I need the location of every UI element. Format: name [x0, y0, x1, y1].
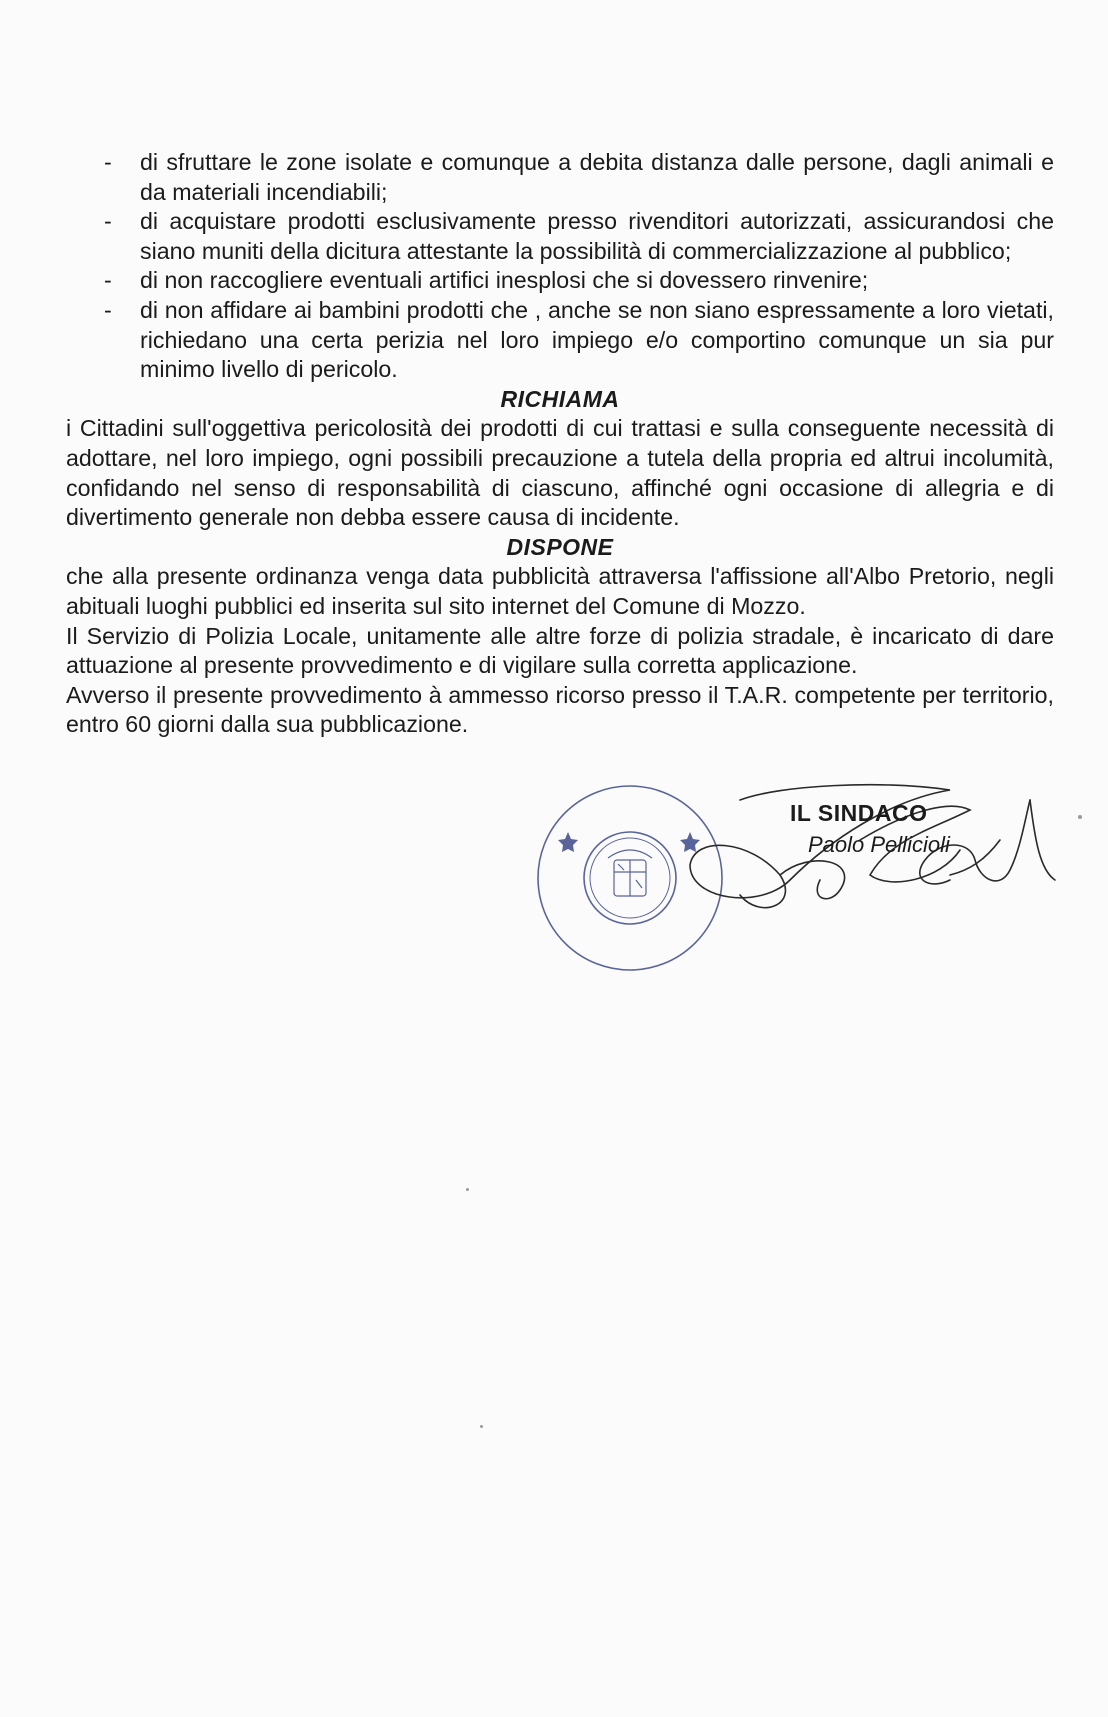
bullet-dash: -: [104, 208, 112, 235]
richiama-text: i Cittadini sull'oggettiva pericolosità dei prodotti di cui trattasi e sulla conseguente necessità di adottare, nel loro impiego, ogni possibili precauzione a tutela della propria ed altrui incolumità, confidando nel senso di responsabilità di ciascuno, affinché ogni occasione di allegria e di divertimento generale non debba essere causa di incidente.: [66, 415, 1054, 531]
signatory-name: Paolo Pellicioli: [808, 832, 950, 857]
seal-star-left-icon: [558, 832, 578, 852]
bullet-dash: -: [104, 149, 112, 175]
richiama-heading: RICHIAMA: [500, 385, 620, 412]
coat-of-arms-icon: [608, 850, 652, 896]
list-item: - di non raccogliere eventuali artifici inesplosi che si dovessero rinvenire;: [66, 266, 1054, 296]
seal-star-right-icon: [680, 832, 700, 852]
list-item: - di sfruttare le zone isolate e comunque a debita distanza dalle persone, dagli animali e da materiali incendiabili;: [104, 149, 1054, 205]
scan-speck: [480, 1425, 483, 1428]
list-item: - di non affidare ai bambini prodotti che , anche se non siano espressamente a loro vietati, richiedano una certa perizia nel loro impiego e/o comportino comunque un sia pur minimo livello di pericolo.: [104, 296, 1054, 383]
dispone-heading: DISPONE: [506, 533, 614, 560]
dispone-paragraph: Avverso il presente provvedimento à ammesso ricorso presso il T.A.R. competente per territorio, entro 60 giorni dalla sua pubblicazione.: [66, 681, 1054, 738]
precaution-list: [66, 148, 1054, 385]
bullet-dash: -: [104, 267, 112, 294]
signatory-title: IL SINDACO: [790, 800, 928, 826]
dispone-paragraph: Il Servizio di Polizia Locale, unitamente alle altre forze di polizia stradale, è incaricato di dare attuazione al presente provvedimento e di vigilare sulla corretta applicazione.: [66, 622, 1054, 679]
scan-speck: [1078, 815, 1082, 819]
ordinance-body: [66, 148, 1054, 740]
scan-speck: [466, 1188, 469, 1191]
list-item: - di acquistare prodotti esclusivamente presso rivenditori autorizzati, assicurandosi che siano muniti della dicitura attestante la possibilità di commercializzazione al pubblico;: [104, 208, 1054, 264]
bullet-dash: -: [104, 296, 112, 323]
dispone-paragraph: che alla presente ordinanza venga data pubblicità attraversa l'affissione all'Albo Pretorio, negli abituali luoghi pubblici ed inserita sul sito internet del Comune di Mozzo.: [66, 563, 1054, 619]
